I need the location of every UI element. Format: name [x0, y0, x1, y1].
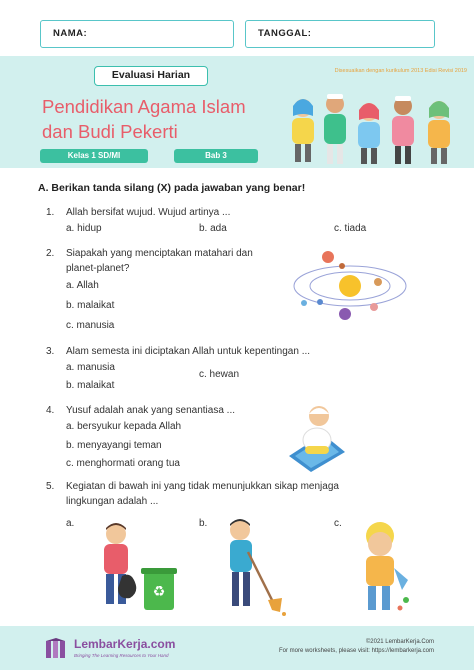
footer-copyright — [279, 638, 434, 656]
top-fields — [0, 0, 474, 56]
brand-logo-icon — [44, 638, 70, 660]
svg-text:♻: ♻ — [152, 584, 166, 600]
date-label: TANGGAL: — [258, 28, 312, 39]
question-5-option-a[interactable]: a. — [66, 518, 75, 529]
question-5-option-c[interactable]: c. — [334, 518, 342, 529]
question-4-number: 4. — [46, 405, 55, 416]
question-2-line-2: planet-planet? — [66, 263, 130, 274]
more-worksheets-link[interactable]: For more worksheets, please visit: https://lembarkerja.com — [278, 648, 434, 654]
children-illustration — [283, 88, 467, 168]
brand-tagline: Bringing The Learning Resources to Your Hand — [74, 653, 169, 658]
child-5 — [428, 101, 450, 164]
name-label: NAMA: — [53, 28, 88, 39]
trash-bin-illustration — [86, 520, 186, 616]
planet-icon — [374, 278, 382, 286]
evaluation-badge: Evaluasi Harian — [94, 66, 208, 86]
child-3 — [358, 103, 380, 164]
question-2-option-b[interactable]: b. malaikat — [66, 300, 115, 311]
planet-icon — [339, 308, 351, 320]
subject-title — [42, 94, 292, 144]
chapter-badge: Bab 3 — [174, 149, 258, 163]
question-5-text — [66, 479, 406, 509]
question-1-option-a[interactable]: a. hidup — [66, 223, 102, 234]
planet-icon — [322, 251, 334, 263]
broom-icon — [248, 552, 274, 604]
question-1-number: 1. — [46, 207, 55, 218]
curriculum-note: Disesuaikan dengan kurikulum 2013 Edisi Revisi 2019 — [334, 68, 467, 74]
question-2-number: 2. — [46, 248, 55, 259]
child-1 — [292, 99, 314, 162]
question-2-text — [66, 246, 296, 276]
question-4-text: Yusuf adalah anak yang senantiasa ... — [66, 405, 236, 416]
question-3-number: 3. — [46, 346, 55, 357]
praying-child-illustration — [283, 400, 347, 472]
date-field[interactable] — [245, 20, 435, 48]
question-1-text: Allah bersifat wujud. Wujud artinya ... — [66, 207, 231, 218]
question-3-option-c[interactable]: c. hewan — [199, 369, 240, 380]
child-4 — [392, 96, 414, 164]
subject-line-1: Pendidikan Agama Islam — [42, 96, 246, 117]
question-4-option-b[interactable]: b. menyayangi teman — [66, 440, 162, 451]
question-5-option-b[interactable]: b. — [199, 518, 208, 529]
footer — [0, 626, 474, 670]
littering-child-illustration — [350, 520, 414, 616]
brand-name[interactable]: LembarKerja.com — [74, 637, 176, 651]
question-1-option-b[interactable]: b. ada — [199, 223, 227, 234]
question-2-option-c[interactable]: c. manusia — [66, 320, 115, 331]
sweeping-child-illustration — [218, 518, 288, 616]
question-4-option-c[interactable]: c. menghormati orang tua — [66, 458, 180, 469]
question-5-line-2: lingkungan adalah ... — [66, 496, 159, 507]
question-1-option-c[interactable]: c. tiada — [334, 223, 367, 234]
section-instructions: A. Berikan tanda silang (X) pada jawaban yang benar! — [38, 182, 306, 194]
question-3-option-b[interactable]: b. malaikat — [66, 380, 115, 391]
question-3-text: Alam semesta ini diciptakan Allah untuk kepentingan ... — [66, 346, 311, 357]
planet-icon — [339, 263, 345, 269]
question-3-option-a[interactable]: a. manusia — [66, 362, 115, 373]
question-2-option-a[interactable]: a. Allah — [66, 280, 99, 291]
name-field[interactable] — [40, 20, 234, 48]
planet-icon — [301, 300, 307, 306]
question-2-line-1: Siapakah yang menciptakan matahari dan — [66, 248, 253, 259]
question-5-number: 5. — [46, 481, 55, 492]
child-2 — [324, 94, 346, 164]
planet-icon — [370, 303, 378, 311]
question-4-option-a[interactable]: a. bersyukur kepada Allah — [66, 421, 182, 432]
copyright-text: ©2021 LembarKerja.Com — [365, 639, 434, 645]
question-5-line-1: Kegiatan di bawah ini yang tidak menunjukkan sikap menjaga — [66, 481, 339, 492]
class-badge: Kelas 1 SD/MI — [40, 149, 148, 163]
sun-icon — [339, 275, 361, 297]
solar-system-illustration — [290, 244, 410, 326]
planet-icon — [317, 299, 323, 305]
subject-line-2: dan Budi Pekerti — [42, 121, 178, 142]
